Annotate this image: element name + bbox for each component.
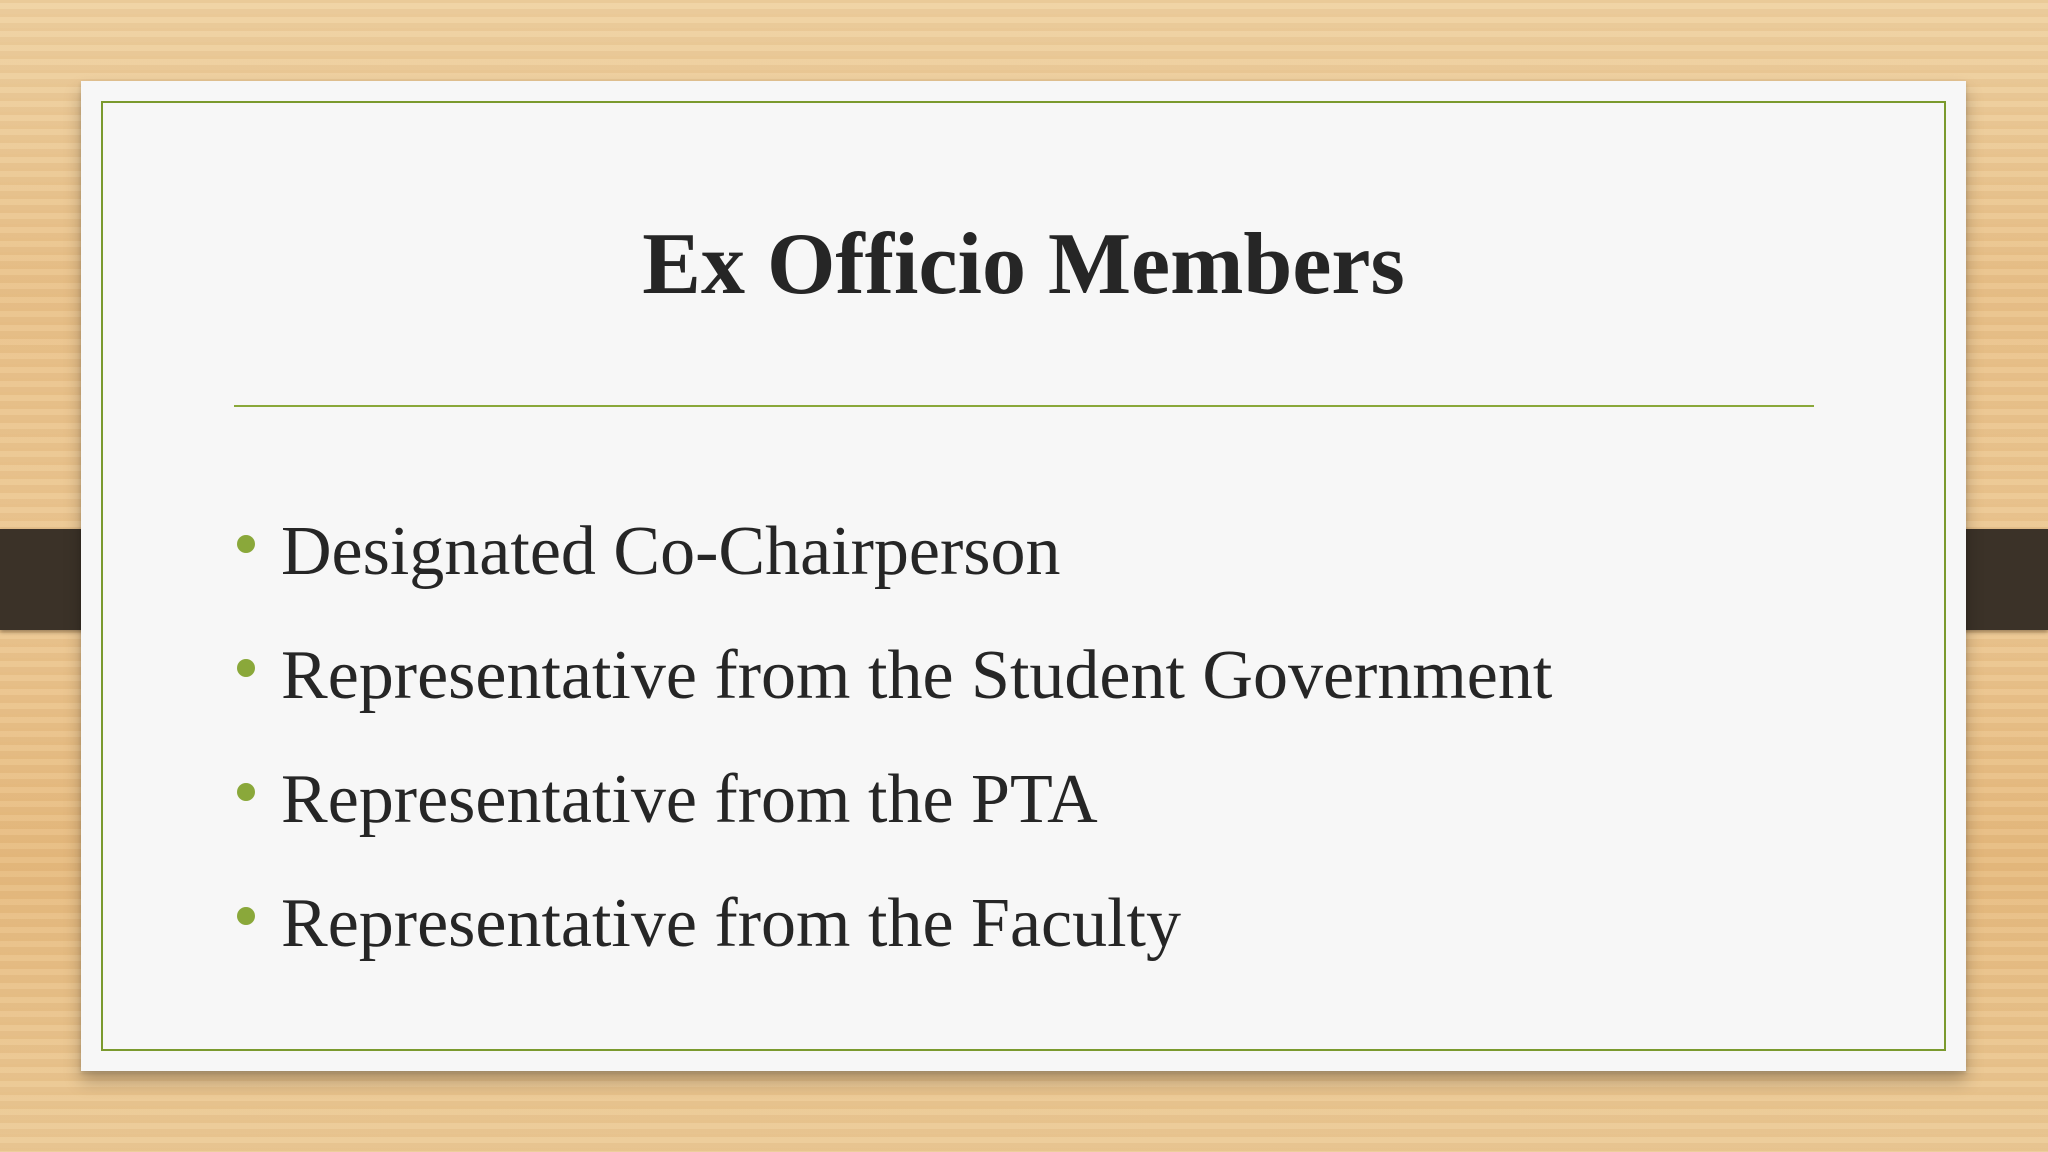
bullet-item — [234, 761, 1552, 889]
bullet-text: Representative from the PTA — [281, 761, 1098, 838]
bullet-dot-icon — [237, 659, 255, 677]
bullet-item — [234, 637, 1553, 765]
bullet-text: Representative from the Faculty — [281, 885, 1181, 962]
bullet-dot-icon — [237, 783, 255, 801]
title-divider — [234, 405, 1814, 407]
slide-title: Ex Officio Members — [642, 216, 1405, 313]
bullet-item — [234, 513, 1552, 641]
bullet-item — [234, 885, 1552, 1013]
bullet-text: Representative from the Student Government — [281, 637, 1553, 714]
bullet-dot-icon — [237, 535, 255, 553]
bullet-dot-icon — [237, 907, 255, 925]
bullet-text: Designated Co-Chairperson — [281, 513, 1061, 590]
bullet-list — [234, 513, 1553, 1013]
slide-paper — [81, 81, 1966, 1071]
